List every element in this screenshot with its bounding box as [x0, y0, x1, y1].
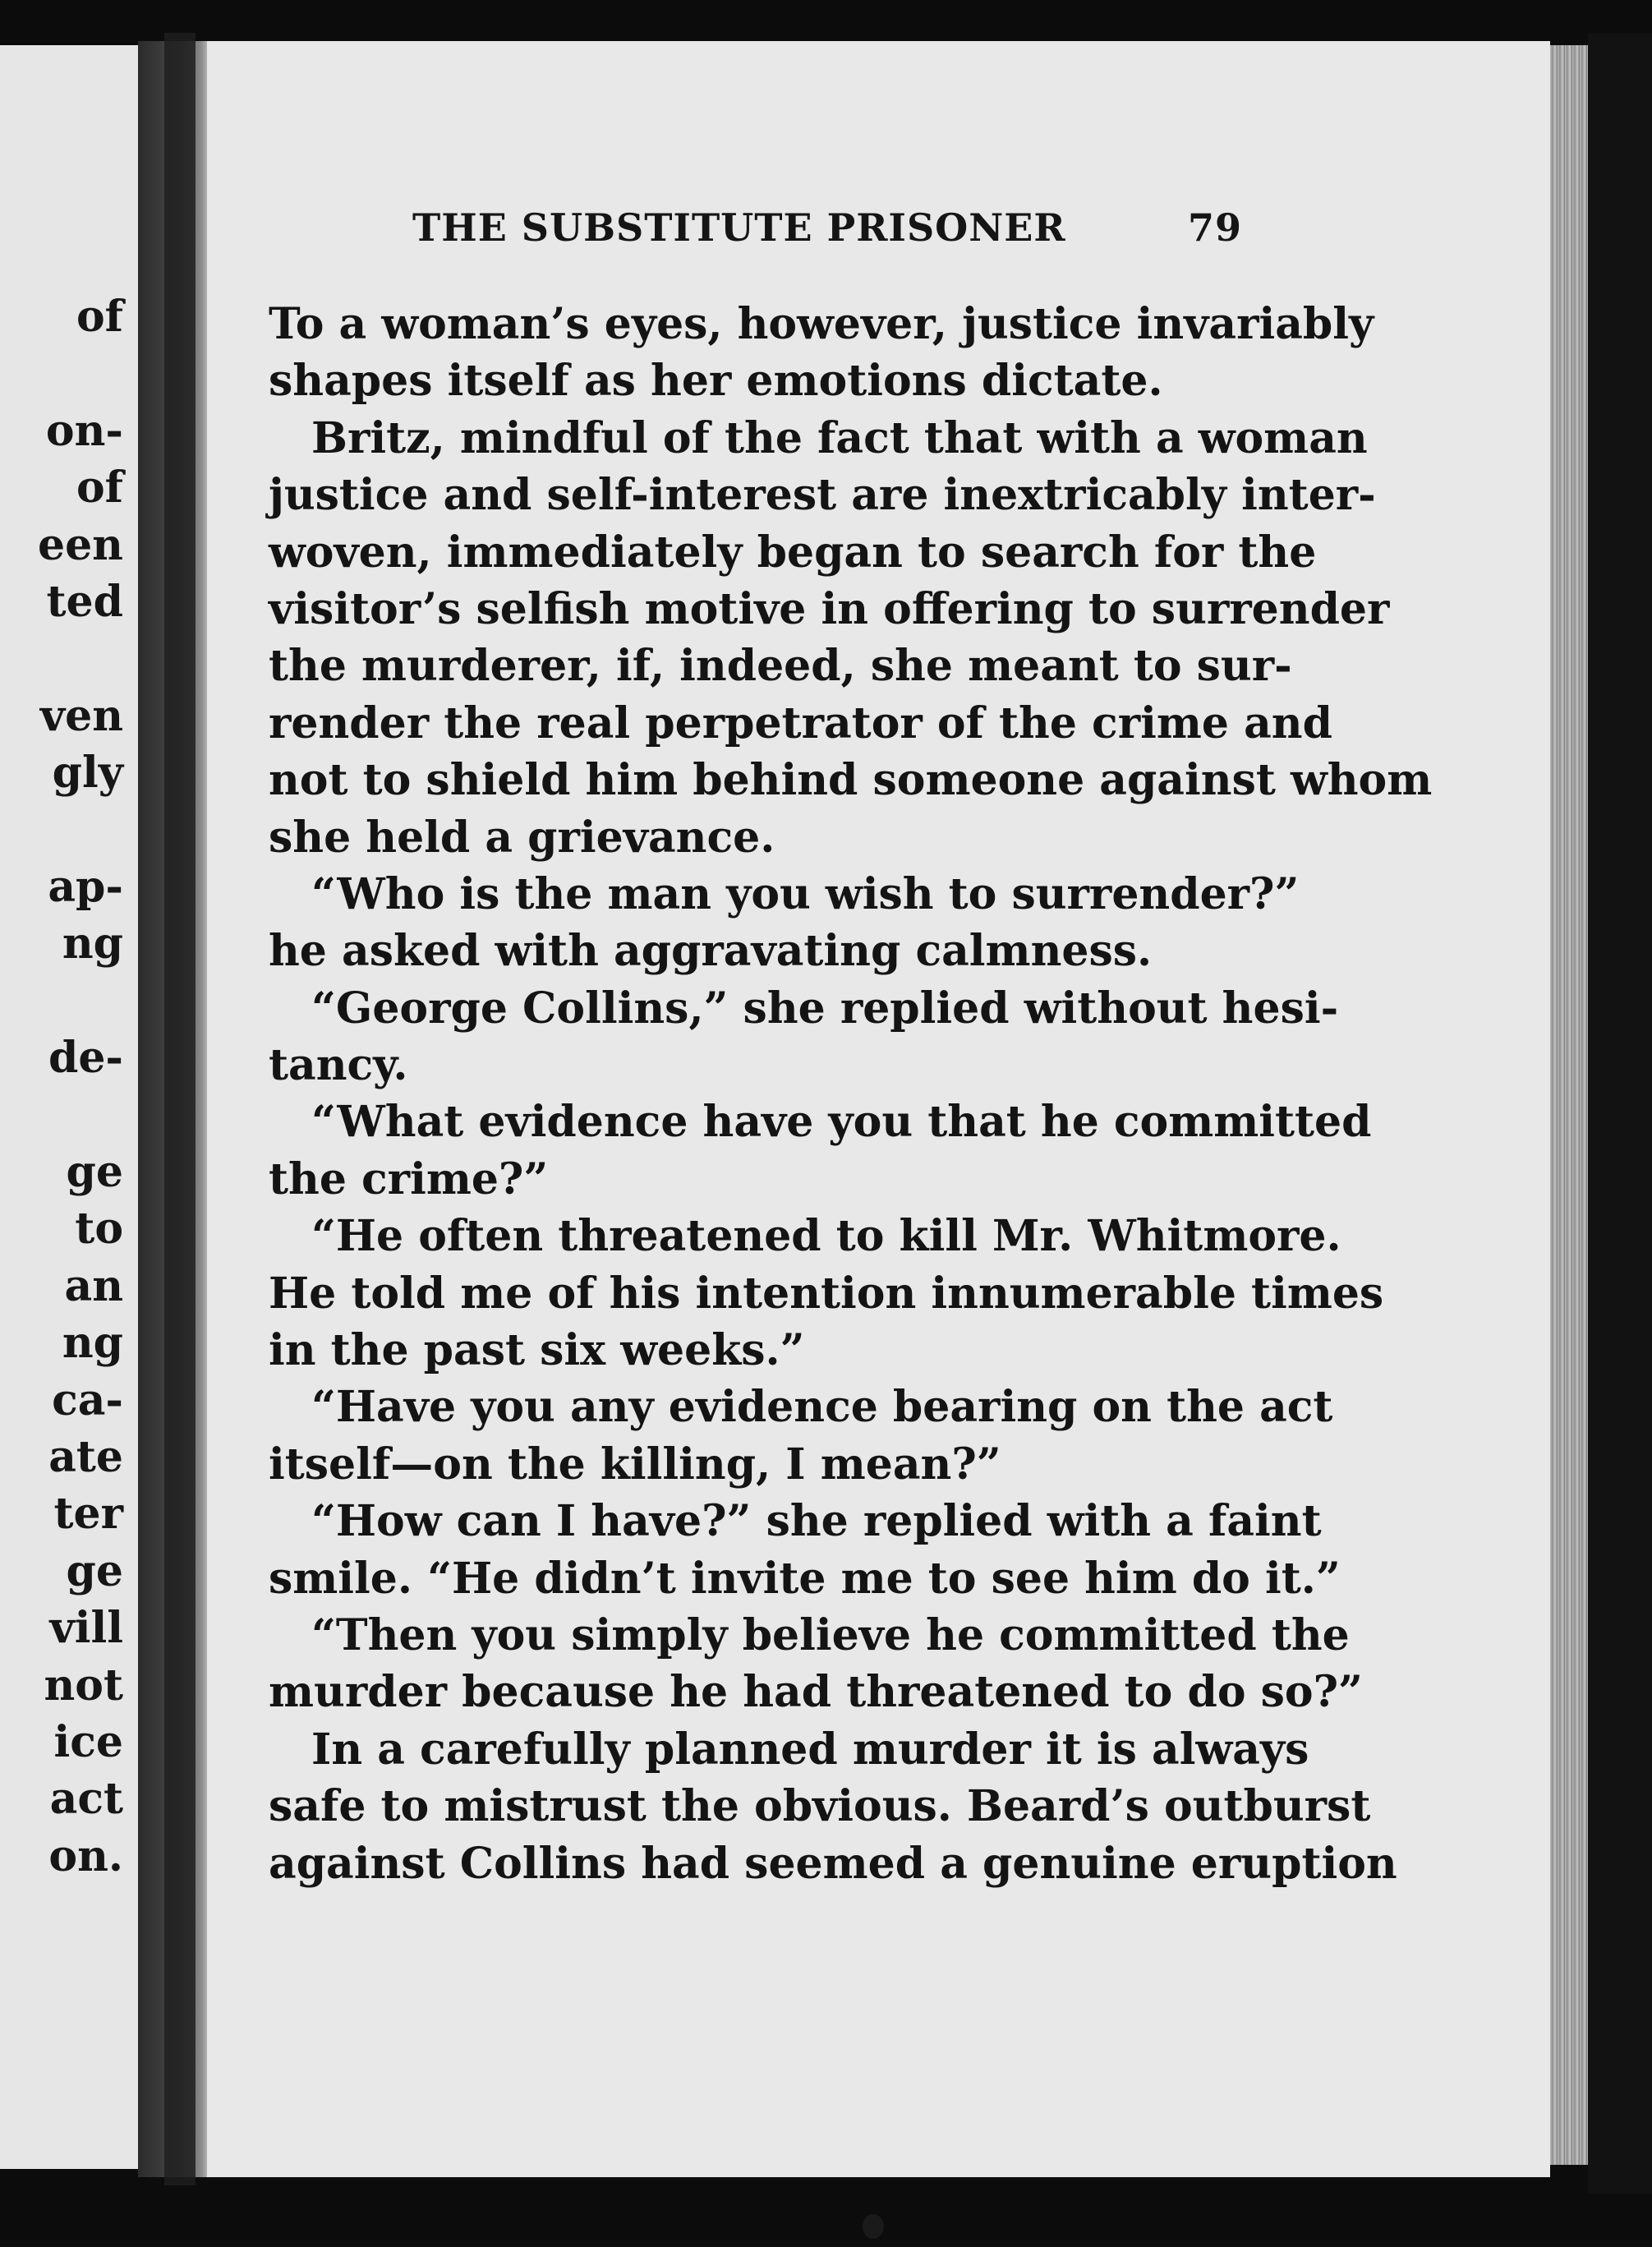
left-page-fragment: ven	[39, 690, 123, 741]
left-facing-page	[0, 45, 138, 2169]
text-line: murder because he had threatened to do so?”	[269, 1667, 1363, 1718]
text-line: woven, immediately began to search for the	[269, 527, 1317, 578]
text-line: the crime?”	[269, 1153, 549, 1204]
text-line: he asked with aggravating calmness.	[269, 926, 1153, 977]
text-line: “Then you simply believe he committed the	[311, 1609, 1350, 1660]
left-page-fragment: ng	[62, 1318, 123, 1369]
text-line: “What evidence have you that he committed	[311, 1097, 1372, 1148]
left-page-fragment: de-	[48, 1033, 123, 1084]
left-page-fragment: ter	[53, 1489, 123, 1540]
text-line: itself—on the killing, I mean?”	[269, 1439, 1001, 1490]
text-line: He told me of his intention innumerable times	[269, 1268, 1384, 1319]
dust-speck	[863, 2214, 884, 2239]
text-line: “Have you any evidence bearing on the act	[311, 1382, 1333, 1433]
left-page-fragment: ap-	[48, 862, 123, 912]
text-line: In a carefully planned murder it is always	[311, 1724, 1309, 1775]
left-page-fragment: on-	[45, 405, 123, 456]
left-page-fragment: an	[64, 1260, 123, 1311]
left-page-fragment: ng	[62, 919, 123, 969]
running-head-title: THE SUBSTITUTE PRISONER	[412, 205, 1066, 250]
text-line: smile. “He didn’t invite me to see him do it.”	[269, 1553, 1341, 1604]
left-page-fragment: of	[76, 463, 123, 513]
text-line: justice and self-interest are inextricably inter-	[269, 470, 1376, 521]
text-line: she held a grievance.	[269, 812, 775, 863]
text-line: the murderer, if, indeed, she meant to sur-	[269, 641, 1292, 692]
left-page-fragment: ca-	[52, 1374, 123, 1425]
left-page-fragment: ge	[66, 1545, 123, 1596]
text-line: shapes itself as her emotions dictate.	[269, 356, 1163, 407]
left-page-fragment: ate	[48, 1432, 123, 1482]
text-line: visitor’s selfish motive in offering to surrender	[269, 583, 1390, 634]
text-line: tancy.	[269, 1040, 408, 1091]
text-line: “George Collins,” she replied without hesi-	[311, 983, 1339, 1034]
page-number: 79	[1188, 205, 1243, 250]
left-page-fragment: een	[38, 519, 123, 570]
body-text	[269, 296, 1433, 1892]
text-line: not to shield him behind someone against whom	[269, 755, 1433, 806]
text-line: To a woman’s eyes, however, justice invariably	[269, 299, 1374, 349]
text-line: safe to mistrust the obvious. Beard’s outburst	[269, 1781, 1371, 1832]
left-page-fragment: on.	[48, 1830, 123, 1881]
left-page-fragment: ge	[66, 1147, 123, 1197]
book-cover-edge	[1588, 33, 1652, 2194]
left-page-fragment: ice	[53, 1717, 123, 1767]
text-line: in the past six weeks.”	[269, 1325, 805, 1376]
left-page-fragment: not	[44, 1660, 123, 1711]
text-line: “How can I have?” she replied with a faint	[311, 1496, 1322, 1547]
text-line: “Who is the man you wish to surrender?”	[311, 868, 1300, 919]
left-page-fragment: ted	[46, 577, 123, 627]
text-line: “He often threatened to kill Mr. Whitmore.	[311, 1211, 1341, 1262]
text-line: render the real perpetrator of the crime and	[269, 698, 1332, 748]
left-page-fragment: gly	[52, 748, 123, 799]
text-line: Britz, mindful of the fact that with a woman	[311, 412, 1368, 463]
text-line: against Collins had seemed a genuine eruption	[269, 1838, 1397, 1889]
left-page-fragment: vill	[49, 1603, 123, 1654]
left-page-fragment: of	[76, 292, 123, 342]
left-page-fragment: act	[49, 1774, 123, 1825]
binding-shadow	[164, 33, 196, 2185]
page-edges	[1550, 45, 1588, 2165]
left-page-fragment: to	[75, 1204, 123, 1255]
